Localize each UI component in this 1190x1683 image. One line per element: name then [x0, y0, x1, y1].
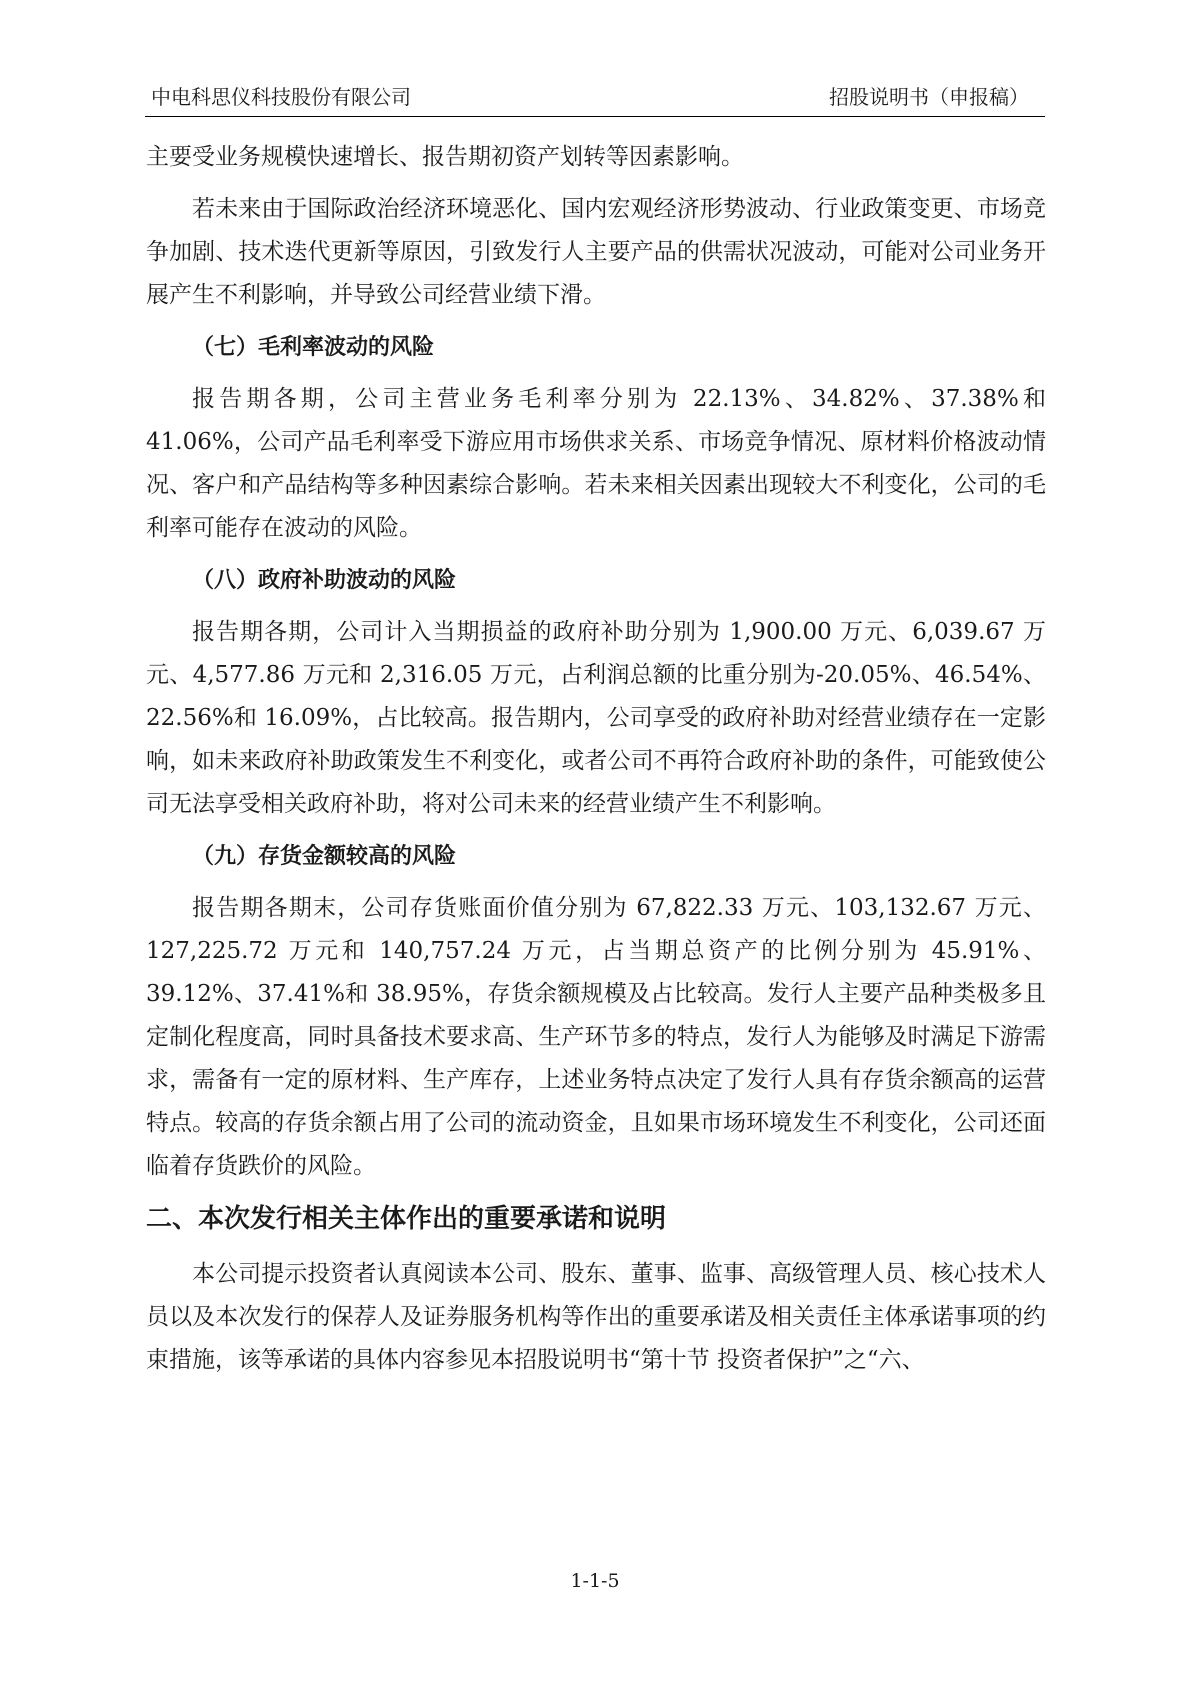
heading-gross-margin-risk: （七）毛利率波动的风险: [192, 335, 435, 360]
header-document-title: 招股说明书（申报稿）: [829, 85, 1029, 109]
page-header: [145, 82, 1045, 117]
paragraph-subsidy-risk: 报告期各期，公司计入当期损益的政府补助分别为 1,900.00 万元、6,039.67 万元、4,577.86 万元和 2,316.05 万元，占利润总额的比重分别为-20.05%、46.54%、22.56%和 16.09%，占比较高。报告期内，公司享受的政府补助对经营业绩存在一定影响，如未来政府补助政策发生不利变化，或者公司不再符合政府补助的条件，可能致使公司无法享受相关政府补助，将对公司未来的经营业绩产生不利影响。: [146, 619, 1046, 817]
document-body: [146, 136, 1046, 1382]
paragraph-continued: 主要受业务规模快速增长、报告期初资产划转等因素影响。: [146, 144, 744, 170]
paragraph-commitments: 本公司提示投资者认真阅读本公司、股东、董事、监事、高级管理人员、核心技术人员以及本次发行的保荐人及证券服务机构等作出的重要承诺及相关责任主体承诺事项的约束措施，该等承诺的具体内容参见本招股说明书“第十节 投资者保护”之“六、: [146, 1261, 1046, 1373]
paragraph-inventory-risk: 报告期各期末，公司存货账面价值分别为 67,822.33 万元、103,132.67 万元、127,225.72 万元和 140,757.24 万元，占当期总资产的比例分别为 45.91%、39.12%、37.41%和 38.95%，存货余额规模及占比较高。发行人主要产品种类极多且定制化程度高，同时具备技术要求高、生产环节多的特点，发行人为能够及时满足下游需求，需备有一定的原材料、生产库存，上述业务特点决定了发行人具有存货余额高的运营特点。较高的存货余额占用了公司的流动资金，且如果市场环境发生不利变化，公司还面临着存货跌价的风险。: [146, 895, 1046, 1179]
paragraph-gross-margin-risk: 报告期各期，公司主营业务毛利率分别为 22.13%、34.82%、37.38%和 41.06%，公司产品毛利率受下游应用市场供求关系、市场竞争情况、原材料价格波动情况、客户和产品结构等多种因素综合影响。若未来相关因素出现较大不利变化，公司的毛利率可能存在波动的风险。: [146, 386, 1046, 541]
heading-subsidy-risk: （八）政府补助波动的风险: [192, 568, 457, 593]
paragraph-business-risk: 若未来由于国际政治经济环境恶化、国内宏观经济形势波动、行业政策变更、市场竞争加剧、技术迭代更新等原因，引致发行人主要产品的供需状况波动，可能对公司业务开展产生不利影响，并导致公司经营业绩下滑。: [146, 196, 1046, 308]
heading-inventory-risk: （九）存货金额较高的风险: [192, 844, 457, 869]
page-number: 1-1-5: [570, 1570, 620, 1592]
heading-section-two: 二、本次发行相关主体作出的重要承诺和说明: [146, 1204, 667, 1234]
header-company-name: 中电科思仪科技股份有限公司: [151, 85, 411, 109]
